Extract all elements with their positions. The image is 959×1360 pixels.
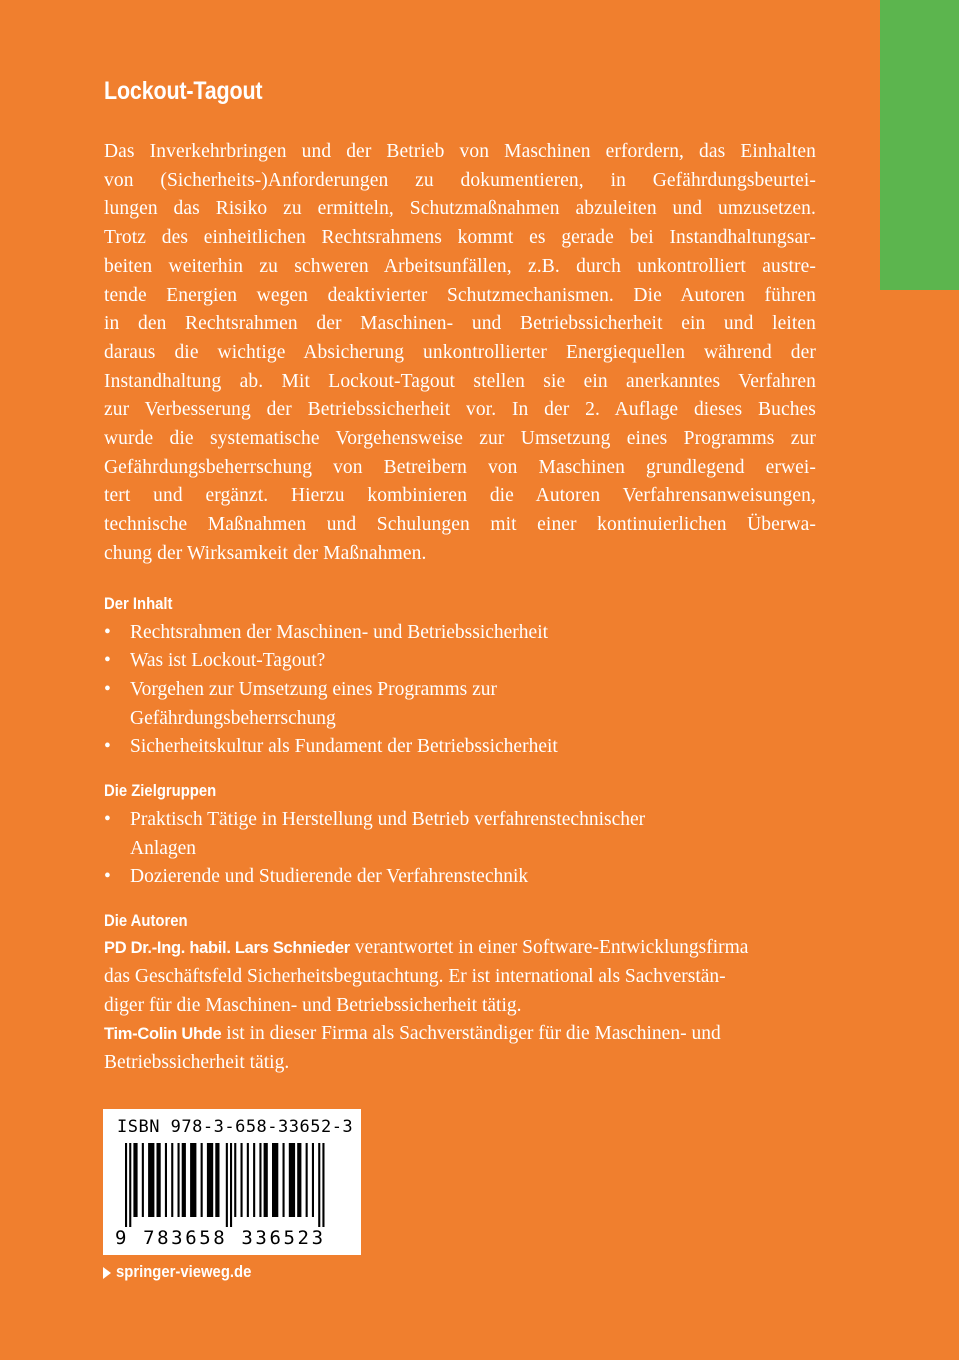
- barcode-bar: [165, 1143, 167, 1217]
- isbn-label: ISBN 978-3-658-33652-3: [117, 1117, 354, 1137]
- barcode-bar: [157, 1143, 161, 1217]
- author1-text-line2: das Geschäftsfeld Sicherheitsbegutachtung. Er ist international als Sachverstän-: [104, 965, 726, 987]
- list-item-text: Vorgehen zur Umsetzung eines Programms zur: [130, 678, 497, 700]
- bullet-icon: •: [104, 621, 111, 643]
- description-line: von (Sicherheits-)Anforderungen zu dokumentieren, in Gefährdungsbeurtei-: [104, 169, 816, 191]
- barcode-bar: [182, 1143, 186, 1217]
- author1-text-line3: diger für die Maschinen- und Betriebssicherheit tätig.: [104, 994, 522, 1016]
- author2-name: Tim-Colin Uhde: [104, 1025, 222, 1044]
- description-line: wurde die systematische Vorgehensweise zur Umsetzung eines Programms zur: [104, 428, 816, 450]
- description-line: Gefährdungsbeherrschung von Betreibern von Maschinen grundlegend erwei-: [104, 456, 816, 478]
- description-line: beiten weiterhin zu schweren Arbeitsunfällen, z.B. durch unkontrolliert austre-: [104, 255, 816, 277]
- author1-text-line1: verantwortet in einer Software-Entwicklungsfirma: [349, 937, 749, 959]
- arrow-right-icon: [103, 1267, 111, 1279]
- back-cover-content: [104, 74, 816, 1078]
- barcode-bar: [241, 1143, 243, 1217]
- barcode-bar: [171, 1143, 173, 1217]
- barcode-bar: [190, 1143, 196, 1217]
- bullet-icon: •: [104, 678, 111, 700]
- publisher-url[interactable]: springer-vieweg.de: [116, 1263, 252, 1281]
- barcode-bar: [306, 1143, 308, 1217]
- list-item-text: Was ist Lockout-Tagout?: [130, 650, 326, 672]
- description-line: tert und ergänzt. Hierzu kombinieren die Autoren Verfahrensanweisungen,: [104, 485, 816, 507]
- list-item: [104, 676, 816, 733]
- bullet-icon: •: [104, 736, 111, 758]
- bullet-icon: •: [104, 866, 111, 888]
- barcode-bar: [148, 1143, 154, 1217]
- barcode-digits: [115, 1227, 326, 1249]
- barcode-bar: [207, 1143, 213, 1217]
- barcode-bar: [297, 1143, 301, 1217]
- barcode-bar: [318, 1143, 320, 1227]
- barcode-bar: [289, 1143, 295, 1217]
- barcode-bar: [264, 1143, 268, 1217]
- description-line: daraus die wichtige Absicherung unkontrollierter Energiequellen während der: [104, 341, 816, 363]
- book-description: [104, 138, 816, 569]
- list-item-text-continued: Anlagen: [130, 837, 197, 859]
- barcode-bar: [253, 1143, 255, 1217]
- barcode-digits-left: 783658: [143, 1227, 228, 1249]
- list-item: [104, 863, 816, 892]
- barcode-bar: [230, 1143, 232, 1227]
- description-line: Trotz des einheitlichen Rechtsrahmens kommt es gerade bei Instandhaltungsar-: [104, 227, 816, 249]
- list-item: [104, 806, 816, 863]
- author2-text-line1: ist in dieser Firma als Sachverständiger für die Maschinen- und: [221, 1023, 721, 1045]
- target-groups-list: [104, 806, 816, 892]
- book-title: Lockout-Tagout: [104, 77, 263, 105]
- barcode-bar: [178, 1143, 180, 1217]
- list-item-text: Praktisch Tätige in Herstellung und Betrieb verfahrenstechnischer: [130, 809, 646, 831]
- barcode-bar: [201, 1143, 203, 1217]
- list-item: [104, 733, 816, 762]
- barcode-bar: [125, 1143, 127, 1227]
- isbn-barcode: [103, 1109, 361, 1255]
- contents-heading: Der Inhalt: [104, 594, 173, 613]
- list-item-text: Rechtsrahmen der Maschinen- und Betriebssicherheit: [130, 621, 549, 643]
- barcode-bar: [129, 1143, 131, 1227]
- green-accent-tab: [880, 0, 959, 290]
- list-item-text: Dozierende und Studierende der Verfahrenstechnik: [130, 866, 529, 888]
- barcode-bar: [234, 1143, 236, 1217]
- list-item: [104, 647, 816, 676]
- barcode-bar: [312, 1143, 314, 1217]
- barcode-bar: [283, 1143, 285, 1217]
- description-line: Instandhaltung ab. Mit Lockout-Tagout stellen sie ein anerkanntes Verfahren: [104, 370, 816, 392]
- author1-name: PD Dr.-Ing. habil. Lars Schnieder: [104, 939, 350, 958]
- description-line: in den Rechtsrahmen der Maschinen- und Betriebssicherheit ein und leiten: [104, 313, 816, 335]
- description-line: tende Energien wegen deaktivierter Schutzmechanismen. Die Autoren führen: [104, 284, 816, 306]
- barcode-bar: [133, 1143, 137, 1217]
- authors-text: [104, 934, 816, 1078]
- publisher-link[interactable]: [103, 1263, 266, 1282]
- list-item-text: Sicherheitskultur als Fundament der Betriebssicherheit: [130, 736, 558, 758]
- barcode-bars: [125, 1143, 349, 1227]
- contents-list: [104, 619, 816, 763]
- barcode-bar: [247, 1143, 249, 1217]
- barcode-bar: [215, 1143, 219, 1217]
- bullet-icon: •: [104, 650, 111, 672]
- barcode-bar: [226, 1143, 228, 1227]
- description-line: Das Inverkehrbringen und der Betrieb von Maschinen erfordern, das Einhalten: [104, 141, 816, 162]
- author2-text-line2: Betriebssicherheit tätig.: [104, 1051, 290, 1073]
- authors-heading: Die Autoren: [104, 912, 188, 931]
- barcode-digit-first: 9: [115, 1227, 130, 1249]
- list-item-text-continued: Gefährdungsbeherrschung: [130, 707, 336, 729]
- barcode-bar: [272, 1143, 278, 1217]
- barcode-bar: [259, 1143, 261, 1217]
- barcode-bar: [142, 1143, 144, 1217]
- description-line: chung der Wirksamkeit der Maßnahmen.: [104, 542, 427, 564]
- target-groups-heading: Die Zielgruppen: [104, 782, 217, 801]
- barcode-digits-right: 336523: [241, 1227, 326, 1249]
- description-line: zur Verbesserung der Betriebssicherheit vor. In der 2. Auflage dieses Buches: [104, 399, 816, 421]
- bullet-icon: •: [104, 809, 111, 831]
- list-item: [104, 619, 816, 648]
- description-line: technische Maßnahmen und Schulungen mit einer kontinuierlichen Überwa-: [104, 514, 816, 536]
- barcode-bar: [322, 1143, 324, 1227]
- description-line: lungen das Risiko zu ermitteln, Schutzmaßnahmen abzuleiten und umzusetzen.: [104, 198, 816, 220]
